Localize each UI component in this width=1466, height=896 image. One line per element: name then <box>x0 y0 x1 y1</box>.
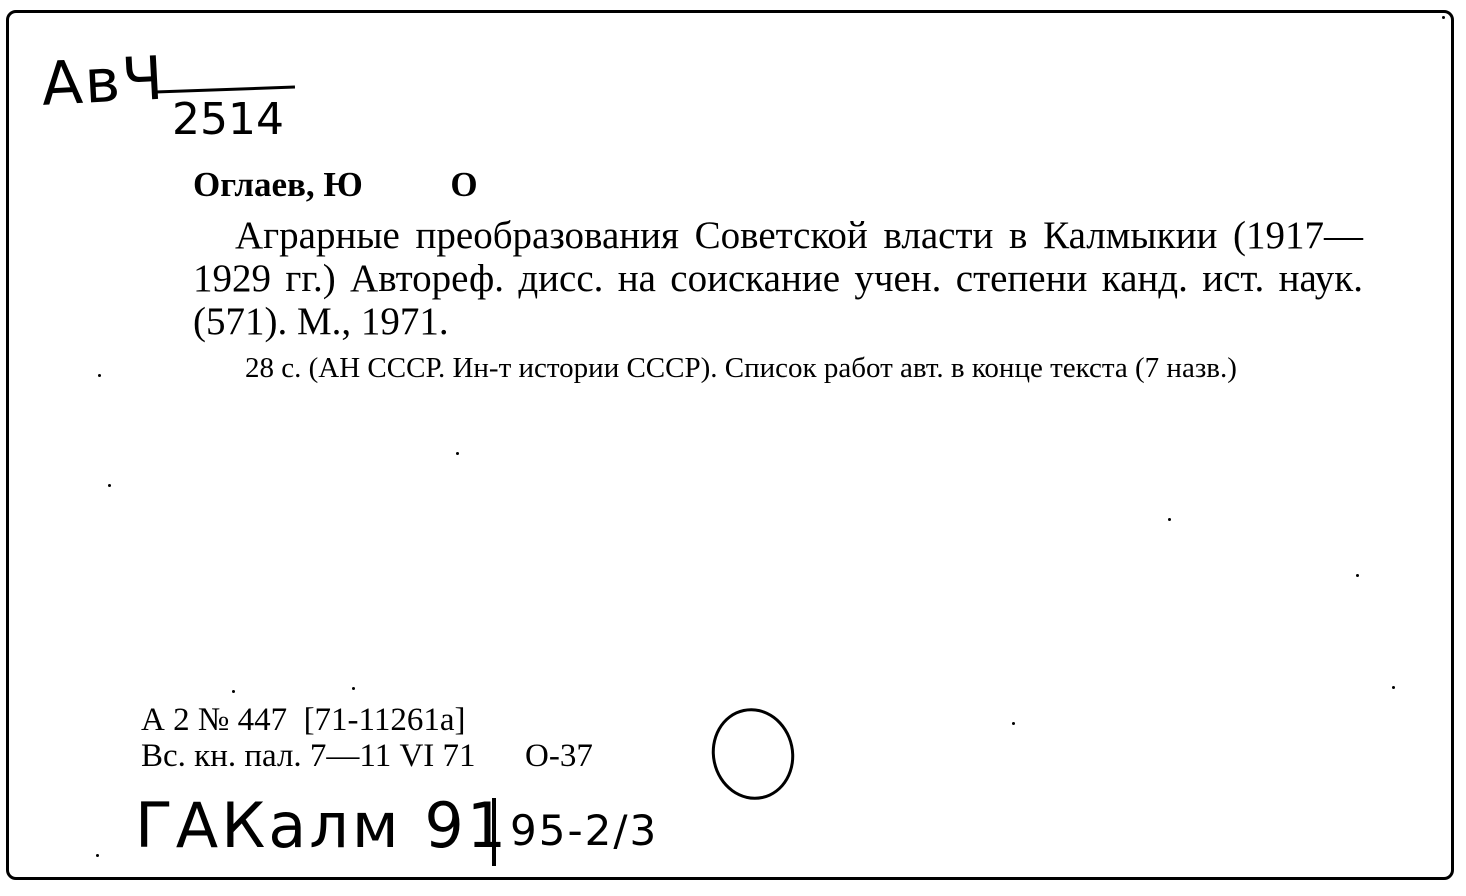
archive-mark: ГАКалм 91 <box>135 789 510 862</box>
catalog-line-2: Вс. кн. пал. 7—11 VI 71 О-37 <box>141 738 593 774</box>
speck <box>1168 518 1171 521</box>
entry-note: 28 с. (АН СССР. Ин-т истории СССР). Список работ авт. в конце текста (7 назв.) <box>245 352 1237 384</box>
speck <box>1356 574 1359 577</box>
speck <box>1392 686 1395 689</box>
speck <box>456 452 459 455</box>
shelfmark-bottom: 2514 <box>172 94 284 145</box>
speck <box>232 690 235 693</box>
speck <box>96 854 99 857</box>
speck <box>1442 16 1445 19</box>
speck <box>1012 722 1015 725</box>
speck <box>98 374 101 377</box>
archive-mark-tail: 95-2/3 <box>510 806 659 855</box>
catalog-line-1: А 2 № 447 [71-11261а] <box>141 702 466 738</box>
archive-mark-divider <box>492 798 496 866</box>
entry-title: Аграрные преобразования Советской власти в Калмыкии (1917—1929 гг.) Автореф. дисс. на соискание учен. степени канд. ист. наук. (571). М., 1971. <box>193 214 1363 343</box>
speck <box>108 484 111 487</box>
speck <box>352 687 355 690</box>
shelfmark-top: АвЧ <box>39 43 167 120</box>
entry-author: Оглаев, Ю О <box>193 165 478 204</box>
